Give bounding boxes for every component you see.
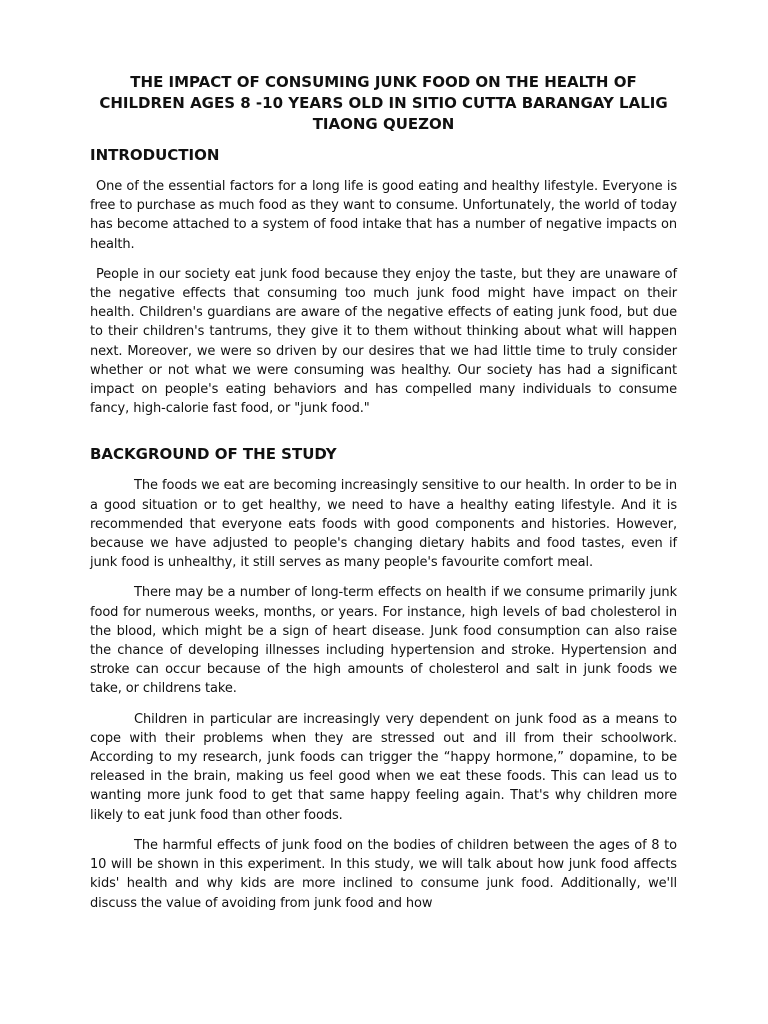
paragraph: People in our society eat junk food because they enjoy the taste, but they are unaware of the negative effects that consuming too much junk food might have impact on their health. Children's guardians are aware of the negative effects of eating junk food, but due to their children's tantrums, they give it to them without thinking about what will happen next. Moreover, we were so driven by our desires that we had little time to truly consider whether or not what we were consuming was healthy. Our society has had a significant impact on people's eating behaviors and has compelled many individuals to consume fancy, high-calorie fast food, or "junk food.": [90, 266, 677, 417]
paragraph: Children in particular are increasingly very dependent on junk food as a means to cope with their problems when they are stressed out and ill from their schoolwork. According to my research, junk foods can trigger the “happy hormone,” dopamine, to be released in the brain, making us feel good when we eat these foods. This can lead us to wanting more junk food to get that same happy feeling again. That's why children more likely to eat junk food than other foods.: [90, 711, 677, 823]
section-heading-introduction: INTRODUCTION: [90, 146, 220, 164]
paragraph: There may be a number of long-term effects on health if we consume primarily junk food for numerous weeks, months, or years. For instance, high levels of bad cholesterol in the blood, which might be a sign of heart disease. Junk food consumption can also raise the chance of developing illnesses including hypertension and stroke. Hypertension and stroke can occur because of the high amounts of cholesterol and salt in junk foods we take, or childrens take.: [90, 585, 677, 697]
paragraph: The harmful effects of junk food on the bodies of children between the ages of 8 to 10 will be shown in this experiment. In this study, we will talk about how junk food affects kids' health and why kids are more inclined to consume junk food. Additionally, we'll discuss the value of avoiding from junk food and how: [90, 837, 677, 911]
paragraph: One of the essential factors for a long life is good eating and healthy lifestyle. Everyone is free to purchase as much food as they want to consume. Unfortunately, the world of today has become attached to a system of food intake that has a number of negative impacts on health.: [90, 179, 677, 252]
document-title: THE IMPACT OF CONSUMING JUNK FOOD ON THE HEALTH OF CHILDREN AGES 8 -10 YEARS OLD IN SITIO CUTTA BARANGAY LALIG TIAONG QUEZON: [99, 73, 668, 133]
paragraph: The foods we eat are becoming increasingly sensitive to our health. In order to be in a good situation or to get healthy, we need to have a healthy eating lifestyle. And it is recommended that everyone eats foods with good components and histories. However, because we have adjusted to people's changing dietary habits and food tastes, even if junk food is unhealthy, it still serves as many people's favourite comfort meal.: [90, 478, 677, 571]
section-heading-background: BACKGROUND OF THE STUDY: [90, 445, 337, 464]
document-page: [90, 72, 677, 924]
